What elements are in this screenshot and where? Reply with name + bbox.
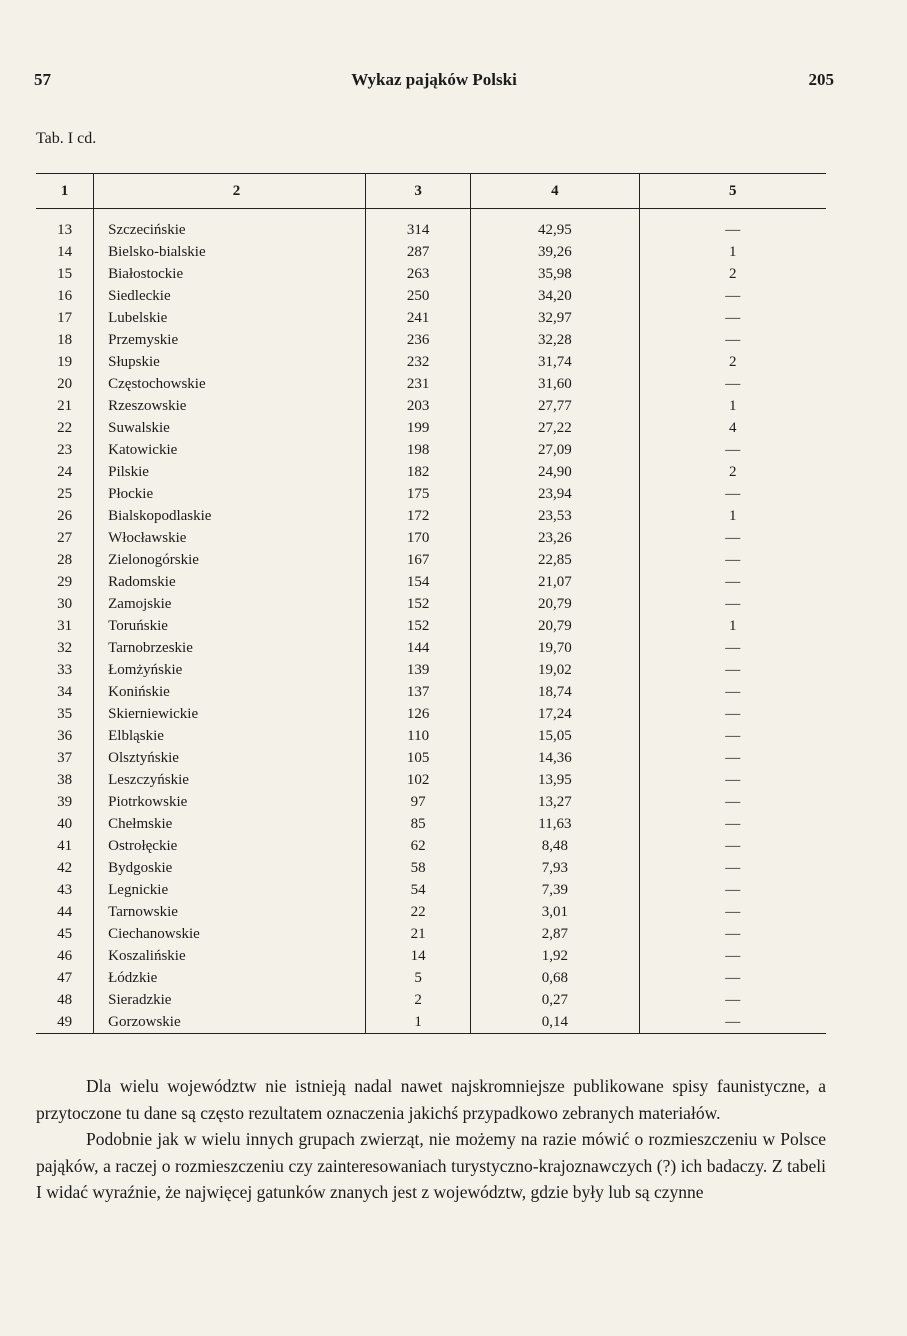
percent-value: 42,95: [471, 209, 639, 242]
col5-value: —: [639, 439, 826, 461]
percent-value: 0,68: [471, 967, 639, 989]
voivodeship-name: Słupskie: [94, 351, 366, 373]
voivodeship-name: Siedleckie: [94, 285, 366, 307]
percent-value: 0,14: [471, 1011, 639, 1034]
percent-value: 2,87: [471, 923, 639, 945]
row-number: 34: [57, 684, 73, 700]
row-number: 29: [57, 574, 73, 590]
voivodeship-name: Gorzowskie: [94, 1011, 366, 1034]
row-number: 16: [57, 288, 73, 304]
species-count: 105: [365, 747, 470, 769]
table-row: [36, 329, 826, 351]
col5-value: 1: [639, 505, 826, 527]
col5-value: 2: [639, 461, 826, 483]
row-number: 37: [57, 750, 73, 766]
percent-value: 13,27: [471, 791, 639, 813]
voivodeship-name: Skierniewickie: [94, 703, 366, 725]
voivodeship-name: Ciechanowskie: [94, 923, 366, 945]
voivodeship-name: Toruńskie: [94, 615, 366, 637]
voivodeship-name: Zielonogórskie: [94, 549, 366, 571]
row-number: 18: [57, 332, 73, 348]
page-number-right: 205: [808, 70, 834, 89]
species-count: 167: [365, 549, 470, 571]
row-number: 26: [57, 508, 73, 524]
table-row: [36, 1011, 826, 1034]
voivodeship-name: Olsztyńskie: [94, 747, 366, 769]
table-row: [36, 923, 826, 945]
species-count: 203: [365, 395, 470, 417]
row-number: 24: [57, 464, 73, 480]
percent-value: 20,79: [471, 593, 639, 615]
species-count: 199: [365, 417, 470, 439]
percent-value: 21,07: [471, 571, 639, 593]
percent-value: 23,26: [471, 527, 639, 549]
species-count: 139: [365, 659, 470, 681]
col5-value: —: [639, 483, 826, 505]
col5-value: —: [639, 945, 826, 967]
species-count: 2: [365, 989, 470, 1011]
table-row: [36, 571, 826, 593]
table-row: [36, 747, 826, 769]
species-count: 287: [365, 241, 470, 263]
col5-value: —: [639, 791, 826, 813]
voivodeship-name: Koszalińskie: [94, 945, 366, 967]
percent-value: 23,53: [471, 505, 639, 527]
voivodeship-name: Sieradzkie: [94, 989, 366, 1011]
voivodeship-name: Bialskopodlaskie: [94, 505, 366, 527]
col5-value: —: [639, 857, 826, 879]
col5-value: —: [639, 725, 826, 747]
percent-value: 27,09: [471, 439, 639, 461]
table-row: [36, 527, 826, 549]
species-count: 14: [365, 945, 470, 967]
table-row: [36, 285, 826, 307]
col5-value: —: [639, 813, 826, 835]
column-header: 2: [94, 174, 366, 209]
percent-value: 3,01: [471, 901, 639, 923]
voivodeship-name: Pilskie: [94, 461, 366, 483]
percent-value: 11,63: [471, 813, 639, 835]
percent-value: 19,02: [471, 659, 639, 681]
percent-value: 32,97: [471, 307, 639, 329]
col5-value: —: [639, 373, 826, 395]
column-header: 4: [471, 174, 639, 209]
percent-value: 31,60: [471, 373, 639, 395]
percent-value: 14,36: [471, 747, 639, 769]
voivodeship-name: Tarnowskie: [94, 901, 366, 923]
voivodeship-name: Białostockie: [94, 263, 366, 285]
species-count: 172: [365, 505, 470, 527]
percent-value: 17,24: [471, 703, 639, 725]
row-number: 39: [57, 794, 73, 810]
table-row: [36, 615, 826, 637]
species-count: 263: [365, 263, 470, 285]
col5-value: —: [639, 769, 826, 791]
col5-value: —: [639, 307, 826, 329]
row-number: 38: [57, 772, 73, 788]
voivodeship-name: Ostrołęckie: [94, 835, 366, 857]
voivodeship-name: Piotrkowskie: [94, 791, 366, 813]
species-count: 5: [365, 967, 470, 989]
species-count: 241: [365, 307, 470, 329]
percent-value: 18,74: [471, 681, 639, 703]
col5-value: —: [639, 923, 826, 945]
species-count: 175: [365, 483, 470, 505]
table-row: [36, 307, 826, 329]
row-number: 47: [57, 970, 73, 986]
page-number-left: 57: [34, 70, 51, 89]
voivodeship-name: Lubelskie: [94, 307, 366, 329]
voivodeship-name: Suwalskie: [94, 417, 366, 439]
col5-value: —: [639, 329, 826, 351]
voivodeship-name: Płockie: [94, 483, 366, 505]
row-number: 44: [57, 904, 73, 920]
species-count: 154: [365, 571, 470, 593]
table-row: [36, 989, 826, 1011]
col5-value: —: [639, 593, 826, 615]
percent-value: 22,85: [471, 549, 639, 571]
voivodeship-name: Rzeszowskie: [94, 395, 366, 417]
row-number: 13: [57, 222, 73, 238]
col5-value: 2: [639, 351, 826, 373]
species-count: 97: [365, 791, 470, 813]
table-row: [36, 209, 826, 242]
percent-value: 1,92: [471, 945, 639, 967]
table-row: [36, 725, 826, 747]
col5-value: —: [639, 285, 826, 307]
col5-value: —: [639, 681, 826, 703]
table-row: [36, 945, 826, 967]
species-count: 110: [365, 725, 470, 747]
row-number: 23: [57, 442, 73, 458]
row-number: 42: [57, 860, 73, 876]
table-row: [36, 857, 826, 879]
percent-value: 7,39: [471, 879, 639, 901]
col5-value: —: [639, 527, 826, 549]
percent-value: 35,98: [471, 263, 639, 285]
species-count: 1: [365, 1011, 470, 1034]
col5-value: —: [639, 549, 826, 571]
col5-value: —: [639, 879, 826, 901]
species-count: 250: [365, 285, 470, 307]
col5-value: —: [639, 571, 826, 593]
table-row: [36, 263, 826, 285]
table-row: [36, 439, 826, 461]
species-table: [36, 173, 826, 1034]
row-number: 17: [57, 310, 73, 326]
table-row: [36, 967, 826, 989]
species-count: 231: [365, 373, 470, 395]
row-number: 28: [57, 552, 73, 568]
table-caption: Tab. I cd.: [36, 130, 97, 147]
voivodeship-name: Bielsko-bialskie: [94, 241, 366, 263]
row-number: 49: [36, 1011, 94, 1034]
col5-value: —: [639, 967, 826, 989]
species-count: 232: [365, 351, 470, 373]
row-number: 35: [57, 706, 73, 722]
species-count: 152: [365, 593, 470, 615]
row-number: 48: [57, 992, 73, 1008]
table-row: [36, 241, 826, 263]
species-count: 198: [365, 439, 470, 461]
col5-value: 1: [639, 241, 826, 263]
table-row: [36, 813, 826, 835]
percent-value: 0,27: [471, 989, 639, 1011]
table-row: [36, 791, 826, 813]
species-count: 85: [365, 813, 470, 835]
row-number: 31: [57, 618, 73, 634]
voivodeship-name: Łódzkie: [94, 967, 366, 989]
col5-value: —: [639, 703, 826, 725]
table-row: [36, 593, 826, 615]
species-count: 58: [365, 857, 470, 879]
species-count: 62: [365, 835, 470, 857]
row-number: 46: [57, 948, 73, 964]
col5-value: —: [639, 835, 826, 857]
table-row: [36, 659, 826, 681]
percent-value: 32,28: [471, 329, 639, 351]
percent-value: 31,74: [471, 351, 639, 373]
row-number: 45: [57, 926, 73, 942]
percent-value: 27,22: [471, 417, 639, 439]
table-row: [36, 461, 826, 483]
col5-value: —: [639, 1011, 826, 1034]
voivodeship-name: Zamojskie: [94, 593, 366, 615]
col5-value: —: [639, 989, 826, 1011]
table-row: [36, 373, 826, 395]
paragraph: Dla wielu województw nie istnieją nadal nawet najskromniejsze publikowane spisy faunistyczne, a przytoczone tu dane są często rezultatem oznaczenia jakichś przypadkowo zebranych materiałów.: [36, 1076, 826, 1123]
voivodeship-name: Katowickie: [94, 439, 366, 461]
row-number: 20: [57, 376, 73, 392]
table-header-row: [36, 174, 826, 209]
table-row: [36, 769, 826, 791]
species-count: 314: [365, 209, 470, 242]
percent-value: 7,93: [471, 857, 639, 879]
row-number: 27: [57, 530, 73, 546]
table-row: [36, 395, 826, 417]
percent-value: 24,90: [471, 461, 639, 483]
row-number: 32: [57, 640, 73, 656]
percent-value: 27,77: [471, 395, 639, 417]
table-row: [36, 901, 826, 923]
column-header: 5: [639, 174, 826, 209]
row-number: 19: [57, 354, 73, 370]
species-count: 126: [365, 703, 470, 725]
row-number: 40: [57, 816, 73, 832]
column-header: 1: [36, 174, 94, 209]
percent-value: 8,48: [471, 835, 639, 857]
voivodeship-name: Włocławskie: [94, 527, 366, 549]
voivodeship-name: Tarnobrzeskie: [94, 637, 366, 659]
table-row: [36, 835, 826, 857]
table-row: [36, 879, 826, 901]
species-count: 54: [365, 879, 470, 901]
voivodeship-name: Konińskie: [94, 681, 366, 703]
col5-value: —: [639, 747, 826, 769]
species-count: 170: [365, 527, 470, 549]
percent-value: 23,94: [471, 483, 639, 505]
col5-value: 4: [639, 417, 826, 439]
table-row: [36, 549, 826, 571]
paragraph: Podobnie jak w wielu innych grupach zwierząt, nie możemy na razie mówić o rozmieszczeniu w Polsce pająków, a raczej o rozmieszczeniu czy zainteresowaniach turystyczno-krajoznawczych (?) ich badaczy. Z tabeli I widać wyraźnie, że najwięcej gatunków znanych jest z województw, gdzie były lub są czynne: [36, 1129, 826, 1202]
species-count: 144: [365, 637, 470, 659]
voivodeship-name: Leszczyńskie: [94, 769, 366, 791]
voivodeship-name: Chełmskie: [94, 813, 366, 835]
species-count: 137: [365, 681, 470, 703]
row-number: 33: [57, 662, 73, 678]
voivodeship-name: Elbląskie: [94, 725, 366, 747]
table-row: [36, 483, 826, 505]
column-header: 3: [365, 174, 470, 209]
percent-value: 19,70: [471, 637, 639, 659]
species-count: 182: [365, 461, 470, 483]
voivodeship-name: Łomżyńskie: [94, 659, 366, 681]
col5-value: 1: [639, 615, 826, 637]
col5-value: —: [639, 637, 826, 659]
col5-value: 2: [639, 263, 826, 285]
row-number: 22: [57, 420, 73, 436]
species-count: 236: [365, 329, 470, 351]
table-row: [36, 417, 826, 439]
percent-value: 39,26: [471, 241, 639, 263]
voivodeship-name: Przemyskie: [94, 329, 366, 351]
table-row: [36, 505, 826, 527]
percent-value: 20,79: [471, 615, 639, 637]
col5-value: —: [639, 659, 826, 681]
row-number: 21: [57, 398, 73, 414]
col5-value: 1: [639, 395, 826, 417]
row-number: 41: [57, 838, 73, 854]
row-number: 43: [57, 882, 73, 898]
voivodeship-name: Częstochowskie: [94, 373, 366, 395]
species-count: 102: [365, 769, 470, 791]
row-number: 30: [57, 596, 73, 612]
voivodeship-name: Bydgoskie: [94, 857, 366, 879]
col5-value: —: [639, 209, 826, 242]
table-row: [36, 681, 826, 703]
table-row: [36, 637, 826, 659]
row-number: 25: [57, 486, 73, 502]
voivodeship-name: Radomskie: [94, 571, 366, 593]
voivodeship-name: Legnickie: [94, 879, 366, 901]
running-title: Wykaz pająków Polski: [351, 70, 517, 89]
table-row: [36, 703, 826, 725]
species-count: 152: [365, 615, 470, 637]
row-number: 15: [57, 266, 73, 282]
row-number: 36: [57, 728, 73, 744]
species-count: 21: [365, 923, 470, 945]
percent-value: 15,05: [471, 725, 639, 747]
voivodeship-name: Szczecińskie: [94, 209, 366, 242]
col5-value: —: [639, 901, 826, 923]
percent-value: 13,95: [471, 769, 639, 791]
row-number: 14: [57, 244, 73, 260]
species-count: 22: [365, 901, 470, 923]
table-row: [36, 351, 826, 373]
body-text: [36, 1073, 826, 1206]
page-header: [34, 70, 834, 96]
percent-value: 34,20: [471, 285, 639, 307]
